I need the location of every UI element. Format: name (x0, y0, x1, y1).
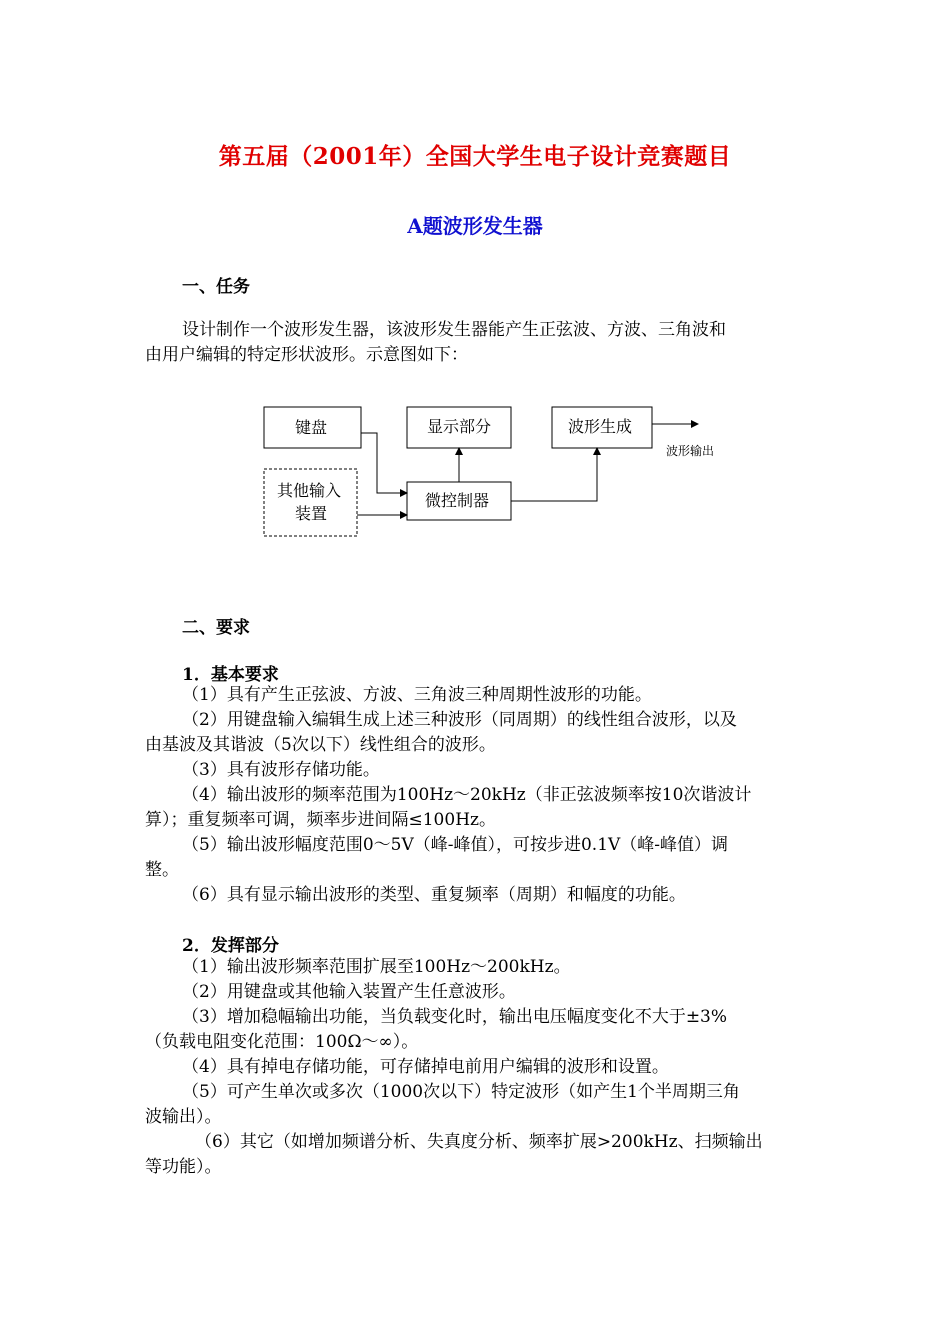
extended-heading: 2．发挥部分 (182, 936, 279, 956)
requirements-heading: 二、要求 (182, 618, 250, 638)
page-title: 第五届（2001年）全国大学生电子设计竞赛题目 (218, 143, 732, 170)
basic-line: （6）具有显示输出波形的类型、重复频率（周期）和幅度的功能。 (182, 885, 686, 905)
keyboard-to-mcu-arrow (361, 433, 407, 493)
problem-title: A题波形发生器 (407, 214, 543, 238)
output-label: 波形输出 (666, 444, 715, 458)
extended-line: （6）其它（如增加频谱分析、失真度分析、频率扩展>200kHz、扫频输出 (195, 1132, 763, 1152)
mcu-to-waveform-arrow (511, 448, 597, 501)
extended-line: （2）用键盘或其他输入装置产生任意波形。 (182, 982, 516, 1002)
basic-line: （3）具有波形存储功能。 (182, 760, 380, 780)
basic-line: （4）输出波形的频率范围为100Hz～20kHz（非正弦波频率按10次谐波计 (182, 785, 752, 805)
mcu-label: 微控制器 (425, 491, 490, 510)
basic-line: 算）；重复频率可调，频率步进间隔≤100Hz。 (145, 810, 496, 830)
block-diagram (255, 395, 735, 545)
basic-line: （5）输出波形幅度范围0～5V（峰-峰值），可按步进0.1V（峰-峰值）调 (182, 835, 729, 855)
task-line: 由用户编辑的特定形状波形。示意图如下： (145, 345, 468, 365)
extended-line: （3）增加稳幅输出功能，当负载变化时，输出电压幅度变化不大于±3% (182, 1007, 728, 1027)
task-heading: 一、任务 (182, 277, 250, 297)
other-input-label-2: 装置 (295, 504, 328, 523)
basic-line: 由基波及其谐波（5次以下）线性组合的波形。 (145, 735, 496, 755)
other-input-label-1: 其他输入 (277, 481, 342, 500)
task-line: 设计制作一个波形发生器，该波形发生器能产生正弦波、方波、三角波和 (182, 320, 726, 340)
basic-line: （2）用键盘输入编辑生成上述三种波形（同周期）的线性组合波形，以及 (182, 710, 737, 730)
basic-line: 整。 (145, 860, 179, 880)
basic-heading: 1．基本要求 (182, 665, 279, 685)
extended-line: （1）输出波形频率范围扩展至100Hz～200kHz。 (182, 957, 571, 977)
extended-line: （4）具有掉电存储功能，可存储掉电前用户编辑的波形和设置。 (182, 1057, 669, 1077)
extended-line: 等功能）。 (145, 1157, 222, 1177)
waveform-gen-label: 波形生成 (568, 417, 633, 436)
keyboard-label: 键盘 (295, 418, 328, 437)
extended-line: （负载电阻变化范围：100Ω～∞）。 (145, 1032, 419, 1052)
extended-line: （5）可产生单次或多次（1000次以下）特定波形（如产生1个半周期三角 (182, 1082, 740, 1102)
display-label: 显示部分 (427, 417, 492, 436)
basic-line: （1）具有产生正弦波、方波、三角波三种周期性波形的功能。 (182, 685, 652, 705)
other-input-box (264, 469, 357, 536)
extended-line: 波输出）。 (145, 1107, 222, 1127)
